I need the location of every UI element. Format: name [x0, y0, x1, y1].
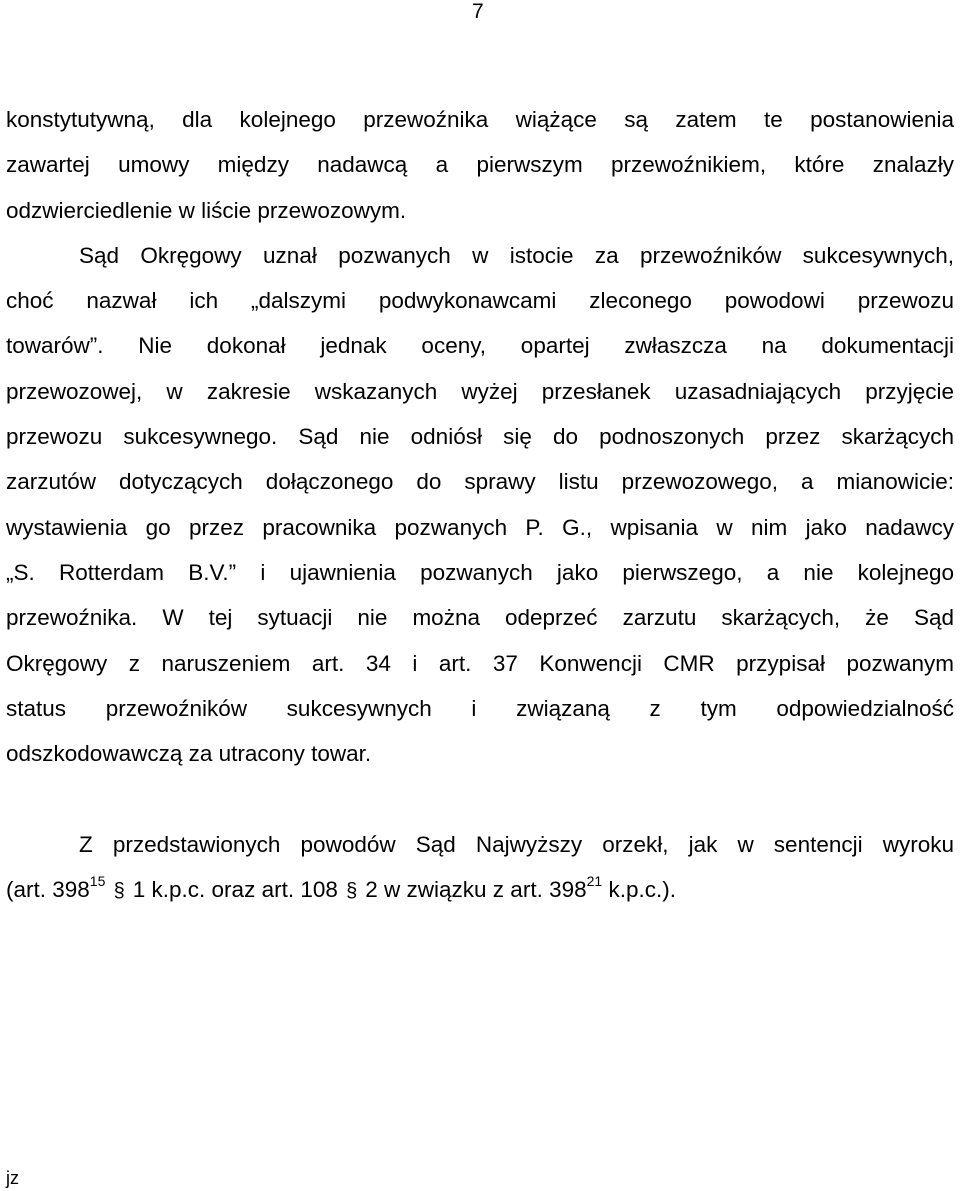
text-line: odszkodowawczą za utracony towar.: [6, 741, 372, 767]
paragraph-1: [6, 97, 954, 233]
text-line: choć nazwał ich „dalszymi podwykonawcami zleconego powodowi przewozu: [6, 288, 954, 314]
section-symbol: §: [346, 880, 358, 903]
superscript: 15: [89, 873, 106, 890]
citation-text: k.p.c.).: [602, 877, 676, 903]
section-symbol: §: [113, 880, 125, 903]
footer-initials: jz: [6, 1168, 19, 1188]
page-number: 7: [472, 0, 484, 23]
text-line: przewozowej, w zakresie wskazanych wyżej przesłanek uzasadniających przyjęcie: [6, 378, 954, 404]
text-line: Okręgowy z naruszeniem art. 34 i art. 37 Konwencji CMR przypisał pozwanym: [6, 650, 954, 676]
text-line: przewoźnika. W tej sytuacji nie można odeprzeć zarzutu skarżących, że Sąd: [6, 605, 954, 631]
paragraph-2: [6, 233, 954, 777]
text-line: Z przedstawionych powodów Sąd Najwyższy orzekł, jak w sentencji wyroku: [79, 831, 954, 857]
text-line: wystawienia go przez pracownika pozwanych P. G., wpisania w nim jako nadawcy: [6, 514, 954, 540]
text-line: „S. Rotterdam B.V.” i ujawnienia pozwanych jako pierwszego, a nie kolejnego: [6, 559, 954, 585]
citation-text: 1 k.p.c. oraz art. 108: [132, 877, 338, 903]
text-line: przewozu sukcesywnego. Sąd nie odniósł się do podnoszonych przez skarżących: [6, 424, 954, 450]
text-line: zawartej umowy między nadawcą a pierwszym przewoźnikiem, które znalazły: [6, 152, 954, 178]
citation-text: (art. 398: [6, 877, 90, 903]
text-line: towarów”. Nie dokonał jednak oceny, opartej zwłaszcza na dokumentacji: [6, 333, 954, 359]
text-line: status przewoźników sukcesywnych i związaną z tym odpowiedzialność: [6, 695, 954, 721]
citation-line: [6, 867, 954, 914]
superscript: 21: [586, 873, 603, 890]
text-line: odzwierciedlenie w liście przewozowym.: [6, 197, 407, 223]
citation-text: 2 w związku z art. 398: [365, 877, 587, 903]
text-line: Sąd Okręgowy uznał pozwanych w istocie za przewoźników sukcesywnych,: [79, 242, 954, 268]
text-line: konstytutywną, dla kolejnego przewoźnika wiążące są zatem te postanowienia: [6, 107, 954, 132]
text-line: zarzutów dotyczących dołączonego do sprawy listu przewozowego, a mianowicie:: [6, 469, 954, 495]
paragraph-3: [6, 822, 954, 915]
document-body: [6, 97, 954, 914]
